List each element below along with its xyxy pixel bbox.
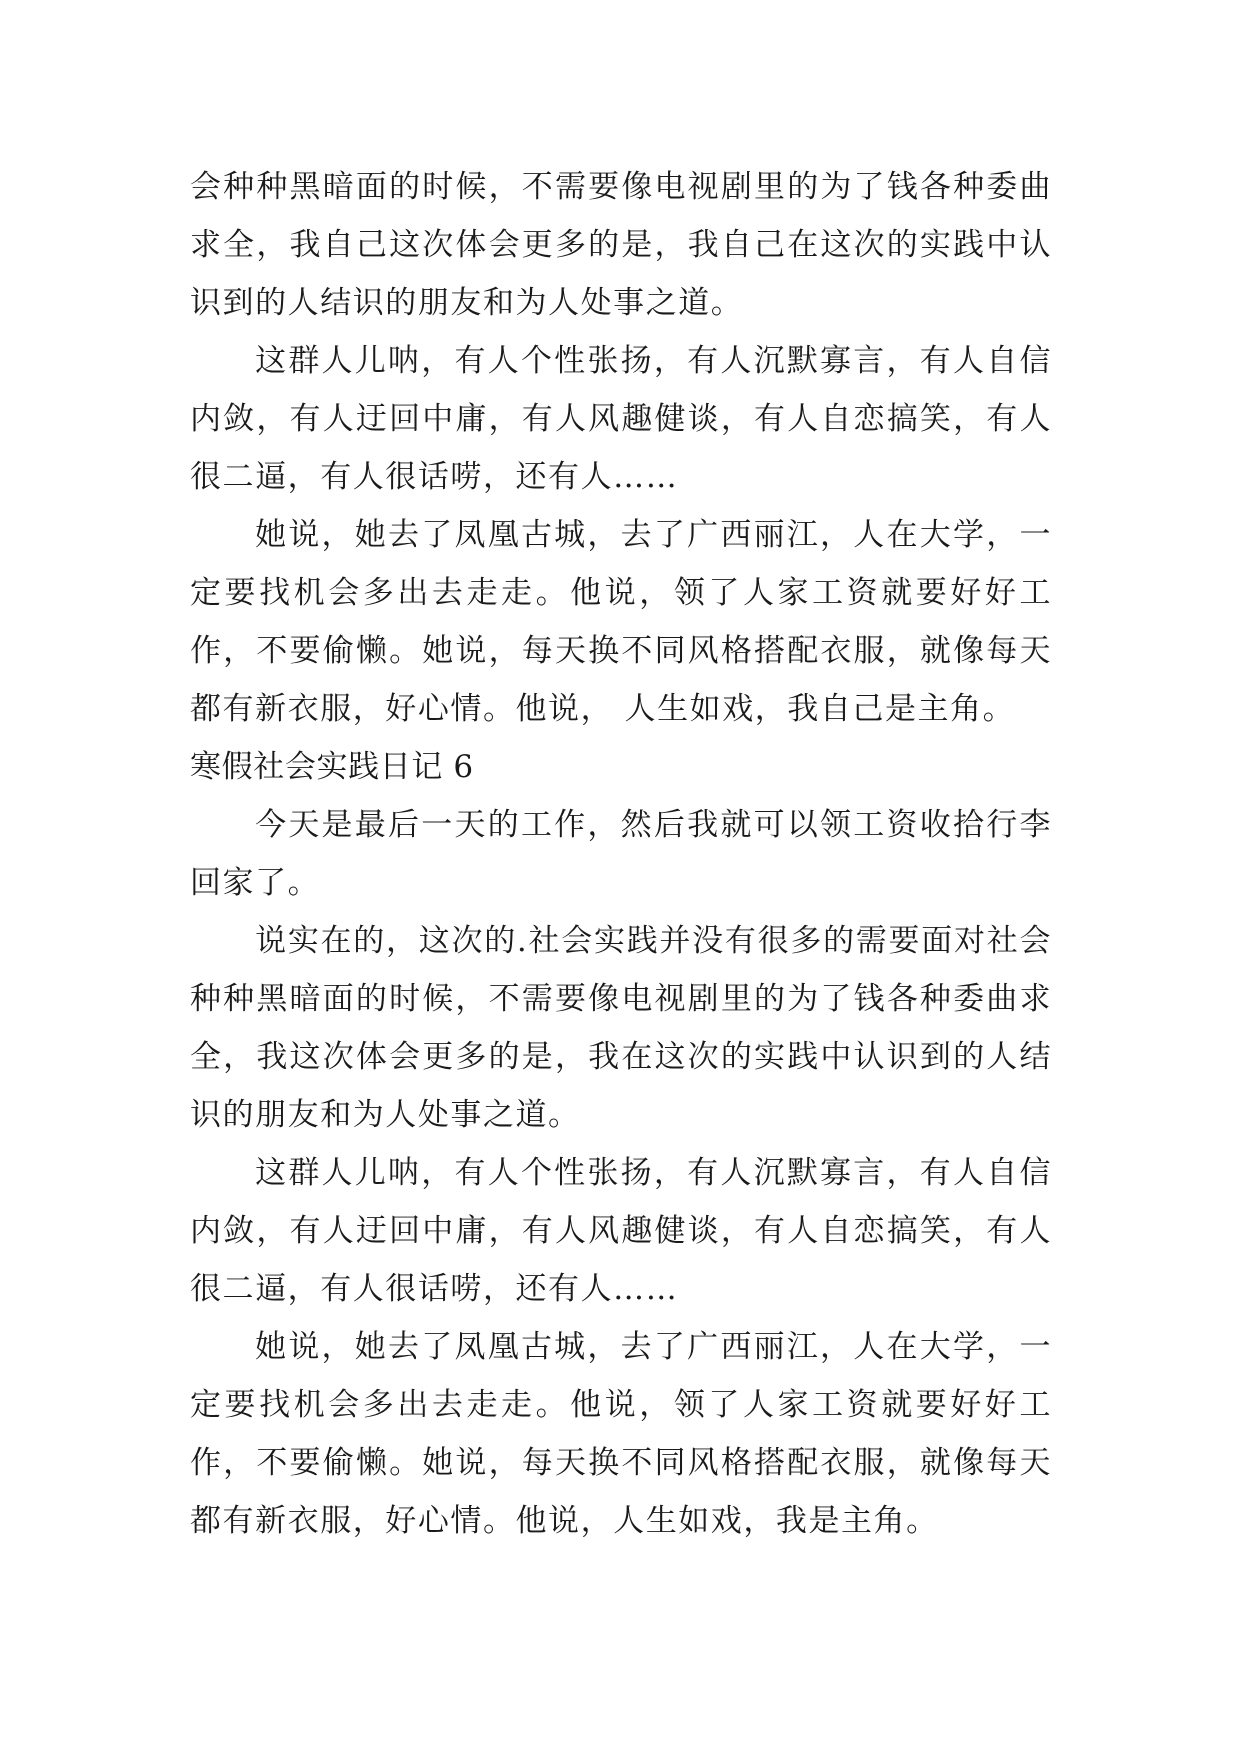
paragraph: 她说，她去了凤凰古城，去了广西丽江，人在大学，一定要找机会多出去走走。他说，领了人家工资就要好好工作，不要偷懒。她说，每天换不同风格搭配衣服，就像每天都有新衣服，好心情。他说，人生如戏，我是主角。 (190, 1329, 1052, 1539)
paragraph: 今天是最后一天的工作，然后我就可以领工资收拾行李回家了。 (190, 807, 1052, 901)
paragraph: 说实在的，这次的.社会实践并没有很多的需要面对社会种种黑暗面的时候，不需要像电视剧里的为了钱各种委曲求全，我这次体会更多的是，我在这次的实践中认识到的人结识的朋友和为人处事之道。 (190, 923, 1052, 1133)
body-text (190, 158, 1052, 1550)
paragraph: 这群人儿呐，有人个性张扬，有人沉默寡言，有人自信内敛，有人迂回中庸，有人风趣健谈，有人自恋搞笑，有人很二逼，有人很话唠，还有人…… (190, 343, 1052, 495)
paragraph: 这群人儿呐，有人个性张扬，有人沉默寡言，有人自信内敛，有人迂回中庸，有人风趣健谈，有人自恋搞笑，有人很二逼，有人很话唠，还有人…… (190, 1155, 1052, 1307)
paragraph: 她说，她去了凤凰古城，去了广西丽江，人在大学，一定要找机会多出去走走。他说，领了人家工资就要好好工作，不要偷懒。她说，每天换不同风格搭配衣服，就像每天都有新衣服，好心情。他说， 人生如戏，我自己是主角。 (190, 517, 1052, 727)
section-heading: 寒假社会实践日记 6 (190, 749, 474, 785)
paragraph-continuation: 会种种黑暗面的时候，不需要像电视剧里的为了钱各种委曲求全，我自己这次体会更多的是，我自己在这次的实践中认识到的人结识的朋友和为人处事之道。 (190, 169, 1052, 321)
